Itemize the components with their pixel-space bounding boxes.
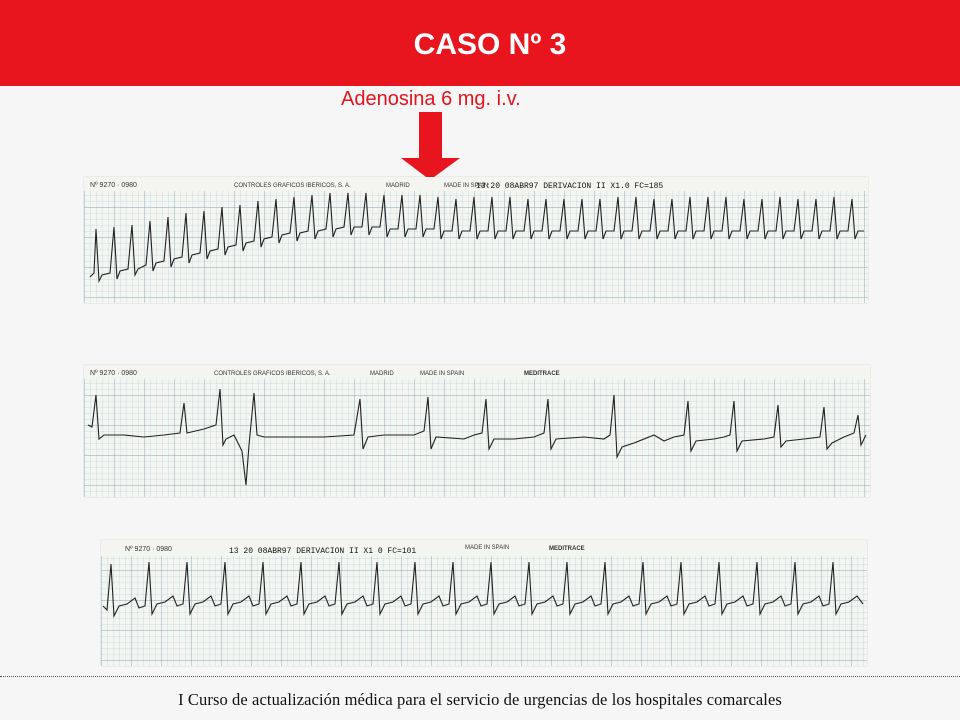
strip-2-city: MADRID	[370, 371, 394, 377]
strip-3-brand: MEDITRACE	[549, 546, 585, 552]
strip-3-number: Nº 9270 · 0980	[125, 546, 172, 553]
ecg-strip-2	[84, 365, 870, 497]
slide-title: CASO Nº 3	[413, 28, 567, 61]
footer-text: I Curso de actualización médica para el servicio de urgencias de los hospitales comarcales	[178, 690, 782, 709]
footer-divider	[0, 676, 960, 677]
strip-1-number: Nº 9270 · 0980	[90, 182, 137, 189]
strip-2-brand: MEDITRACE	[524, 371, 560, 377]
adenosine-annotation: Adenosina 6 mg. i.v.	[341, 88, 521, 110]
ecg-strip-1-svg	[84, 177, 868, 303]
ecg-strip-2-svg	[84, 365, 870, 497]
ecg-strip-3	[101, 540, 867, 666]
strip-1-record: 13:20 08ABR97 DERIVACION II X1.0 FC=185	[476, 182, 664, 191]
ecg-strip-3-svg	[101, 540, 867, 666]
strip-2-made-in: MADE IN SPAIN	[420, 371, 465, 377]
strip-2-number: Nº 9270 · 0980	[90, 370, 137, 377]
strip-3-record: 13 20 08ABR97 DERIVACION II X1 0 FC=101	[229, 547, 417, 556]
strip-2-maker: CONTROLES GRAFICOS IBERICOS, S. A.	[214, 371, 331, 377]
strip-1-made-in: MADE IN SPAIN	[444, 183, 489, 189]
strip-3-made-in: MADE IN SPAIN	[465, 545, 510, 551]
strip-1-city: MADRID	[386, 183, 410, 189]
ecg-strip-1	[84, 177, 868, 303]
strip-1-maker: CONTROLES GRAFICOS IBERICOS, S. A.	[234, 183, 351, 189]
